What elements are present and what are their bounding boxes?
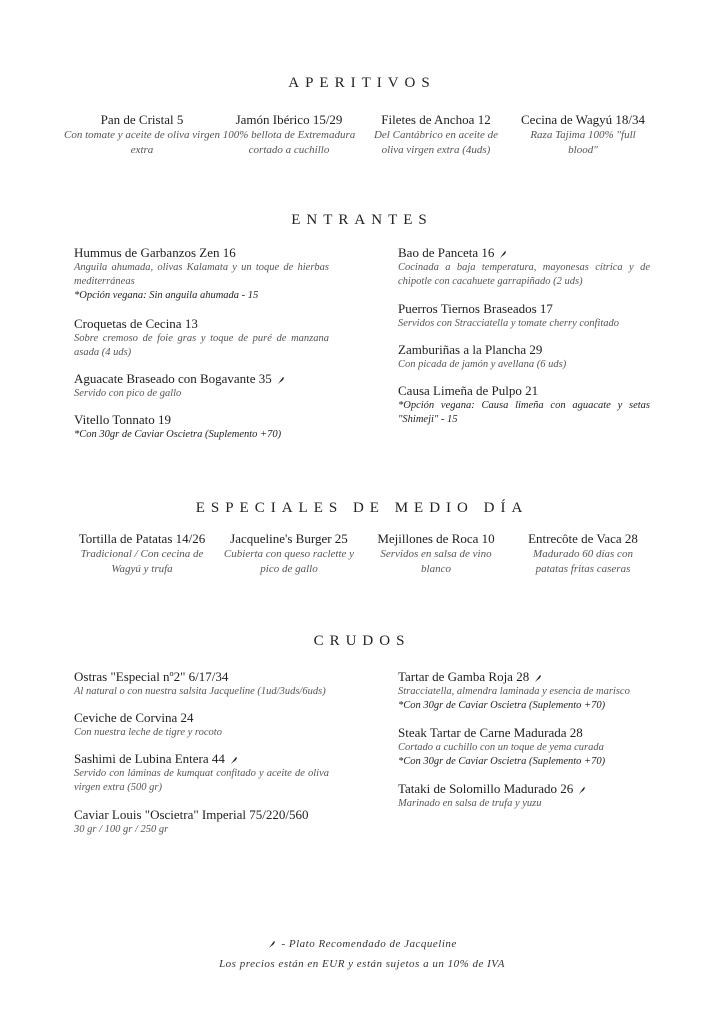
item-name-row	[74, 370, 329, 387]
crudo-item	[74, 668, 329, 699]
item-name-row	[398, 780, 650, 797]
item-note: *Opción vegana: Sin anguila ahumada - 15	[74, 290, 259, 301]
item-name: Ostras "Especial nº2" 6/17/34	[74, 669, 229, 684]
item-desc: Del Cantábrico en aceite de oliva virgen extra (4uds)	[373, 129, 499, 156]
aperitivo-item	[356, 111, 516, 158]
item-desc: Raza Tajima 100% "full blood"	[530, 129, 636, 156]
item-desc: Sobre cremoso de foie gras y toque de puré de manzana asada (4 uds)	[74, 333, 329, 358]
item-name: Sashimi de Lubina Entera 44	[74, 751, 225, 766]
entrante-item	[398, 341, 650, 372]
feather-icon	[498, 250, 507, 259]
item-name: Tataki de Solomillo Madurado 26	[398, 781, 574, 796]
aperitivo-item	[209, 111, 369, 158]
footer-legend	[0, 938, 724, 950]
legend-text: - Plato Recomendado de Jacqueline	[278, 938, 457, 950]
item-name-row	[74, 750, 329, 767]
entrante-item	[74, 315, 329, 360]
entrante-item	[74, 411, 329, 442]
aperitivos-title: APERITIVOS	[288, 75, 436, 91]
item-desc: Al natural o con nuestra salsita Jacqueline (1ud/3uds/6uds)	[74, 686, 326, 697]
item-desc: Con tomate y aceite de oliva virgen extra	[64, 129, 220, 156]
item-desc: Cocinada a baja temperatura, mayonesas cítrica y de chipotle con cacahuete garrapiñado (2 uds)	[398, 262, 650, 287]
item-desc: Stracciatella, almendra laminada y esencia de marisco	[398, 686, 630, 697]
item-name: Ceviche de Corvina 24	[74, 710, 194, 725]
item-name: Filetes de Anchoa 12	[381, 112, 491, 127]
item-desc: Anguila ahumada, olivas Kalamata y un toque de hierbas mediterráneas	[74, 262, 329, 287]
item-desc: Servido con pico de gallo	[74, 388, 182, 399]
feather-icon	[533, 674, 542, 683]
item-desc: Marinado en salsa de trufa y yuzu	[398, 798, 542, 809]
entrante-item	[74, 244, 329, 303]
item-desc: Servidos en salsa de vino blanco	[380, 548, 492, 575]
item-name: Bao de Panceta 16	[398, 245, 495, 260]
item-desc: 100% bellota de Extremadura cortado a cuchillo	[222, 129, 356, 156]
footer-prices: Los precios están en EUR y están sujetos a un 10% de IVA	[219, 958, 505, 970]
item-name: Tortilla de Patatas 14/26	[78, 531, 206, 546]
item-desc: Cubierta con queso raclette y pico de gallo	[223, 548, 355, 575]
item-name: Jacqueline's Burger 25	[230, 531, 348, 546]
entrante-item	[74, 370, 329, 401]
feather-icon	[577, 786, 586, 795]
item-note: *Opción vegana: Causa limeña con aguacate y setas "Shimeji" - 15	[398, 400, 650, 425]
crudo-item	[74, 750, 329, 795]
item-note: *Con 30gr de Caviar Oscietra (Suplemento +70)	[398, 700, 606, 711]
item-desc: Con nuestra leche de tigre y rocoto	[74, 727, 222, 738]
especiales-title: ESPECIALES DE MEDIO DÍA	[195, 500, 529, 516]
crudo-item	[398, 724, 650, 769]
item-name: Cecina de Wagyú 18/34	[521, 112, 645, 127]
entrante-item	[398, 300, 650, 331]
item-desc: Madurado 60 días con patatas fritas caseras	[533, 548, 633, 575]
aperitivo-item	[62, 111, 222, 158]
item-name: Entrecôte de Vaca 28	[528, 531, 638, 546]
feather-icon	[276, 376, 285, 385]
item-name: Caviar Louis "Oscietra" Imperial 75/220/560	[74, 807, 309, 822]
item-name: Causa Limeña de Pulpo 21	[398, 383, 539, 398]
feather-icon	[229, 756, 238, 765]
crudo-item	[398, 780, 650, 811]
item-name: Aguacate Braseado con Bogavante 35	[74, 371, 272, 386]
item-desc: Servidos con Stracciatella y tomate cherry confitado	[398, 318, 620, 329]
item-desc: Servido con láminas de kumquat confitado y aceite de oliva virgen extra (500 gr)	[74, 768, 329, 793]
item-note: *Con 30gr de Caviar Oscietra (Suplemento +70)	[398, 756, 606, 767]
item-note: *Con 30gr de Caviar Oscietra (Suplemento +70)	[74, 429, 282, 440]
crudo-item	[398, 668, 650, 713]
especial-item	[209, 530, 369, 577]
item-name-row	[398, 668, 650, 685]
especial-item	[62, 530, 222, 577]
especial-item	[503, 530, 663, 577]
item-name: Zamburiñas a la Plancha 29	[398, 342, 543, 357]
item-name: Hummus de Garbanzos Zen 16	[74, 245, 236, 260]
crudo-item	[74, 806, 329, 837]
especial-item	[356, 530, 516, 577]
item-name: Jamón Ibérico 15/29	[235, 112, 343, 127]
crudo-item	[74, 709, 329, 740]
item-desc: Con picada de jamón y avellana (6 uds)	[398, 359, 567, 370]
feather-icon	[267, 940, 276, 949]
item-name: Tartar de Gamba Roja 28	[398, 669, 530, 684]
item-name-row	[398, 244, 650, 261]
item-name: Croquetas de Cecina 13	[74, 316, 198, 331]
entrantes-title: ENTRANTES	[291, 212, 433, 228]
item-desc: Cortado a cuchillo con un toque de yema curada	[398, 742, 604, 753]
entrante-item	[398, 244, 650, 289]
entrante-item	[398, 382, 650, 427]
item-name: Mejillones de Roca 10	[377, 531, 495, 546]
crudos-title: CRUDOS	[313, 633, 411, 649]
item-name: Steak Tartar de Carne Madurada 28	[398, 725, 583, 740]
item-name: Vitello Tonnato 19	[74, 412, 172, 427]
item-desc: Tradicional / Con cecina de Wagyú y trufa	[80, 548, 204, 575]
item-name: Puerros Tiernos Braseados 17	[398, 301, 553, 316]
item-name: Pan de Cristal 5	[100, 112, 184, 127]
item-desc: 30 gr / 100 gr / 250 gr	[74, 824, 169, 835]
aperitivo-item	[503, 111, 663, 158]
